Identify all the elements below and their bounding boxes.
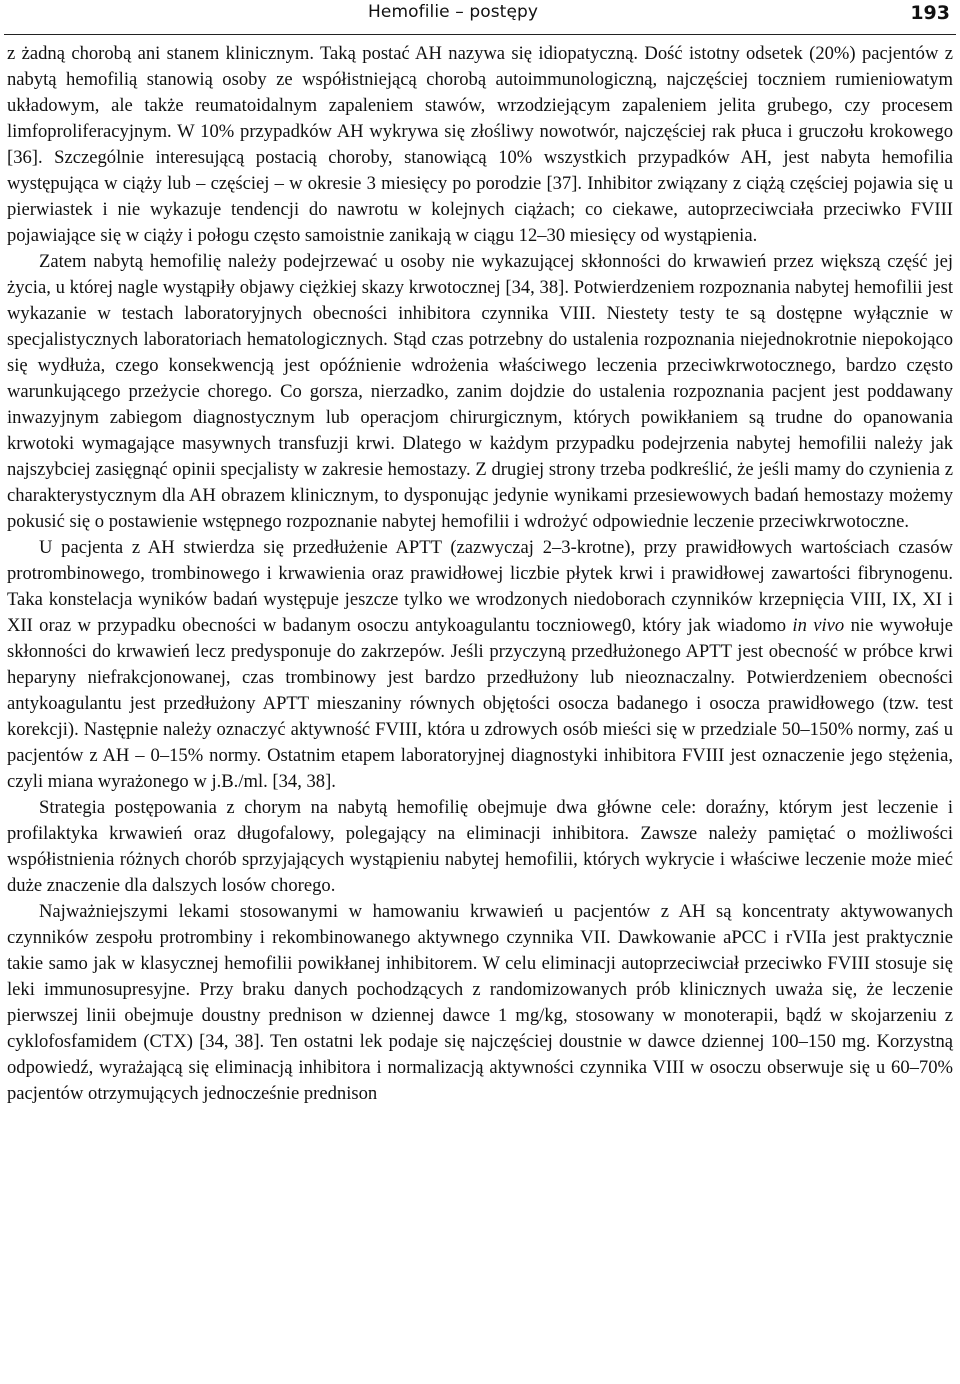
- paragraph-treatment: Najważniejszymi lekami stosowanymi w hamowaniu krwawień u pacjentów z AH są koncentraty aktywowanych czynników zespołu protrombiny i rekombinowanego aktywnego czynnika VII. Dawkowanie aPCC i rVIIa jest praktycznie takie samo jak w klasycznej hemofilii powikłanej inhibitorem. W celu eliminacji autoprzeciwciał przeciwko FVIII stosuje się leki immunosupresyjne. Przy braku danych pochodzących z randomizowanych prób klinicznych uważa się, że leczenie pierwszej linii obejmuje doustny prednison w dziennej dawce 1 mg/kg, stosowany w monoterapii, bądź w skojarzeniu z cyklofosfamidem (CTX) [34, 38]. Ten ostatni lek podaje się najczęściej doustnie w dawce dziennej 100–150 mg. Korzystną odpowiedź, wyrażającą się eliminacją inhibitora i normalizacją aktywności czynnika VIII w osoczu obserwuje się u 60–70% pacjentów otrzymujących jednocześnie prednison: [7, 901, 953, 1104]
- paragraph-continued: z żadną chorobą ani stanem klinicznym. Taką postać AH nazywa się idiopatyczną. Dość istotny odsetek (20%) pacjentów z nabytą hemofilią stanowią osoby ze współistniejącą chorobą autoimmunologiczną, najczęściej toczniem rumieniowatym układowym, ale także reumatoidalnym zapaleniem stawów, wrzodziejącym zapaleniem jelita grubego, czy procesem limfoproliferacyjnym. W 10% przypadków AH wykrywa się złośliwy nowotwór, najczęściej rak płuca i gruczołu krokowego [36]. Szczególnie interesującą postacią choroby, stanowiącą 10% wszystkich przypadków AH, jest nabyta hemofilia występująca w ciąży lub – częściej – w okresie 3 miesięcy po porodzie [37]. Inhibitor związany z ciążą częściej pojawia się u pierwiastek i nie wykazuje tendencji do nawrotu w kolejnych ciążach; co ciekawe, autoprzeciwciała przeciwko FVIII pojawiające się w ciąży i połogu często samoistnie zanikają w ciągu 12–30 miesięcy od wystąpienia.: [7, 43, 953, 246]
- page-number: 193: [910, 2, 950, 24]
- italic-in-vivo: in vivo: [792, 615, 845, 636]
- page-header: [0, 0, 960, 40]
- paragraph-strategy: Strategia postępowania z chorym na nabytą hemofilię obejmuje dwa główne cele: doraźny, którym jest leczenie i profilaktyka krwawień oraz długofalowy, polegający na eliminacji inhibitora. Zawsze należy pamiętać o możliwości współistnienia różnych chorób sprzyjających wystąpieniu nabytej hemofilii, których wykrycie i właściwe leczenie może mieć duże znaczenie dla dalszych losów chorego.: [7, 797, 953, 896]
- article-body: [7, 41, 953, 1107]
- header-divider: [4, 34, 956, 35]
- paragraph-diagnosis: Zatem nabytą hemofilię należy podejrzewać u osoby nie wykazującej skłonności do krwawień przez większą część jej życia, u której nagle wystąpiły objawy ciężkiej skazy krwotocznej [34, 38]. Potwierdzeniem rozpoznania nabytej hemofilii jest wykazanie w testach laboratoryjnych obecności inhibitora czynnika VIII. Niestety testy te są dostępne wyłącznie w specjalistycznych laboratoriach hematologicznych. Stąd czas potrzebny do ustalenia rozpoznania niejednokrotnie niepokojąco się wydłuża, czego konsekwencją jest opóźnienie wdrożenia właściwego leczenia przeciwkrwotocznego, bardzo często warunkującego przeżycie chorego. Co gorsza, nierzadko, zanim dojdzie do ustalenia rozpoznania pacjent jest poddawany inwazyjnym zabiegom diagnostycznym lub operacjom chirurgicznym, których powikłaniem są trudne do opanowania krwotoki wymagające masywnych transfuzji krwi. Dlatego w każdym przypadku podejrzenia nabytej hemofilii należy jak najszybciej zasięgnąć opinii specjalisty w zakresie hemostazy. Z drugiej strony trzeba podkreślić, że jeśli mamy do czynienia z charakterystycznym dla AH obrazem klinicznym, to dysponując jedynie wynikami przesiewowych badań hemostazy możemy pokusić się o postawienie wstępnego rozpoznanie nabytej hemofilii i wdrożyć odpowiednie leczenie przeciwkrwotoczne.: [7, 251, 953, 532]
- paragraph-laboratory-part-2: nie wywołuje skłonności do krwawień lecz predysponuje do zakrzepów. Jeśli przyczyną przedłużonego APTT jest obecność w próbce krwi heparyny niefrakcjonowanej, czas trombinowy jest bardzo przedłużony lub nieoznaczalny. Potwierdzeniem obecności antykoagulantu jest przedłużony APTT mieszaniny równych objętości osocza badanego i osocza prawidłowego (tzw. test korekcji). Następnie należy oznaczyć aktywność FVIII, która u zdrowych osób mieści się w przedziale 50–150% normy, zaś u pacjentów z AH – 0–15% normy. Ostatnim etapem laboratoryjnej diagnostyki inhibitora FVIII jest oznaczenie jego stężenia, czyli miana wyrażonego w j.B./ml. [34, 38].: [7, 615, 953, 792]
- paragraph-laboratory: [7, 535, 953, 795]
- paragraph-laboratory-part-1: U pacjenta z AH stwierdza się przedłużenie APTT (zazwyczaj 2–3-krotne), przy prawidłowych wartościach czasów protrombinowego, trombinowego i krwawienia oraz prawidłowej liczbie płytek krwi i prawidłowej zawartości fibrynogenu. Taka konstelacja wyników badań występuje jeszcze tylko we wrodzonych niedoborach czynników krzepnięcia VIII, IX, XI i XII oraz w przypadku obecności w badanym osoczu antykoagulantu tocznioweg0, który jak wiadomo: [7, 537, 953, 636]
- running-title: Hemofilie – postępy: [368, 2, 539, 22]
